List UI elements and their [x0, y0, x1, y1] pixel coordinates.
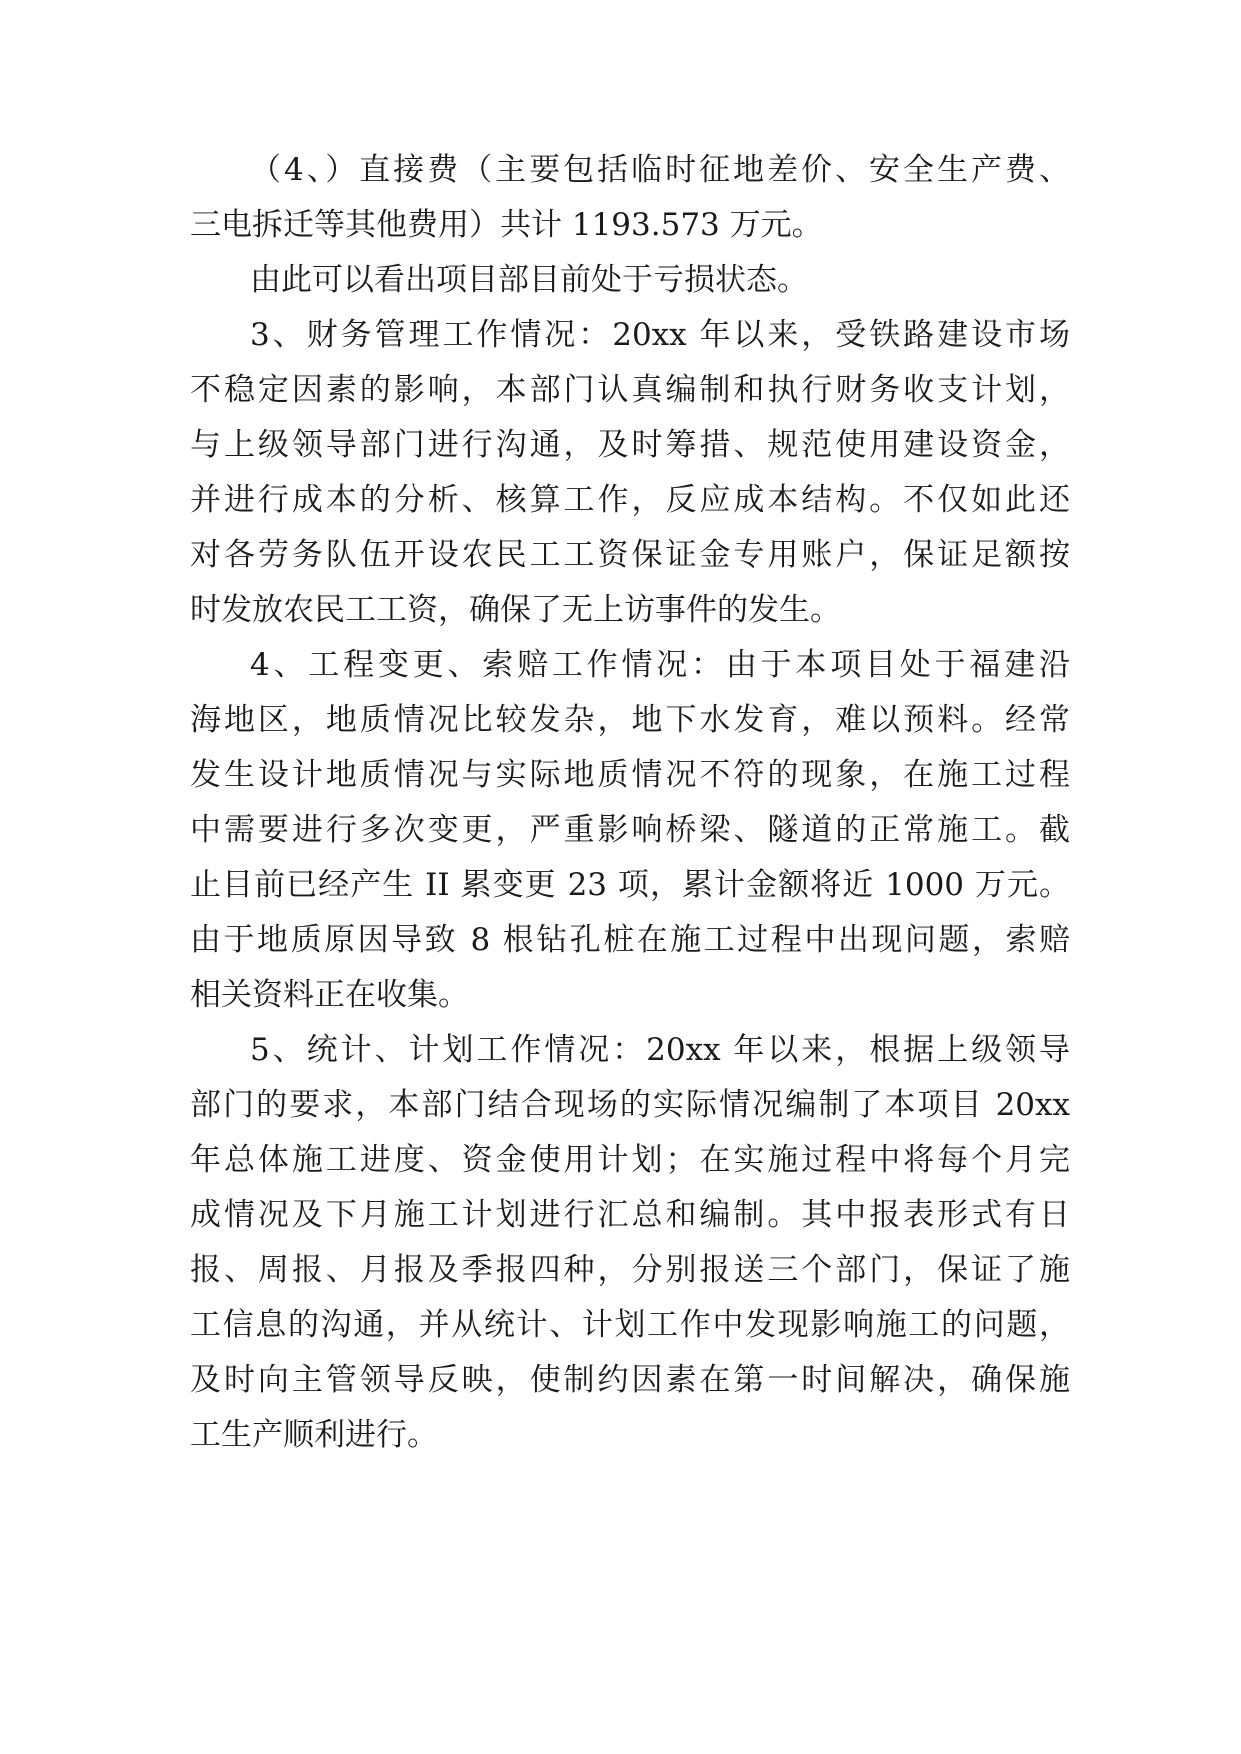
text-line: 报、周报、月报及季报四种，分别报送三个部门，保证了施: [190, 1252, 1070, 1288]
text-line: 并进行成本的分析、核算工作，反应成本结构。不仅如此还: [190, 482, 1070, 518]
text-line: 及时向主管领导反映，使制约因素在第一时间解决，确保施: [190, 1362, 1070, 1398]
text-line: 成情况及下月施工计划进行汇总和编制。其中报表形式有日: [190, 1197, 1070, 1233]
text-line: 相关资料正在收集。: [190, 977, 469, 1013]
text-line: 工生产顺利进行。: [190, 1417, 438, 1453]
text-line: 工信息的沟通，并从统计、计划工作中发现影响施工的问题，: [190, 1307, 1070, 1343]
text-line: 时发放农民工工资，确保了无上访事件的发生。: [190, 592, 841, 628]
text-line: 年总体施工进度、资金使用计划；在实施过程中将每个月完: [190, 1142, 1070, 1178]
text-line: 由于地质原因导致 8 根钻孔桩在施工过程中出现问题，索赔: [190, 922, 1070, 958]
text-line: （4、）直接费（主要包括临时征地差价、安全生产费、: [250, 152, 1070, 188]
text-line: 由此可以看出项目部目前处于亏损状态。: [250, 262, 808, 298]
text-line: 三电拆迁等其他费用）共计 1193.573 万元。: [190, 207, 823, 243]
text-line: 3、财务管理工作情况：20xx 年以来，受铁路建设市场: [250, 317, 1070, 353]
text-line: 5、统计、计划工作情况：20xx 年以来，根据上级领导: [250, 1032, 1070, 1068]
text-line: 4、工程变更、索赔工作情况：由于本项目处于福建沿: [250, 647, 1070, 683]
text-line: 中需要进行多次变更，严重影响桥梁、隧道的正常施工。截: [190, 812, 1070, 848]
text-line: 部门的要求，本部门结合现场的实际情况编制了本项目 20xx: [190, 1087, 1070, 1123]
text-line: 与上级领导部门进行沟通，及时筹措、规范使用建设资金，: [190, 427, 1070, 463]
text-line: 海地区，地质情况比较发杂，地下水发育，难以预料。经常: [190, 702, 1070, 738]
text-line: 发生设计地质情况与实际地质情况不符的现象，在施工过程: [190, 757, 1070, 793]
text-line: 不稳定因素的影响，本部门认真编制和执行财务收支计划，: [190, 372, 1070, 408]
text-line: 对各劳务队伍开设农民工工资保证金专用账户，保证足额按: [190, 537, 1070, 573]
text-line: 止目前已经产生 II 累变更 23 项，累计金额将近 1000 万元。: [190, 867, 1070, 903]
